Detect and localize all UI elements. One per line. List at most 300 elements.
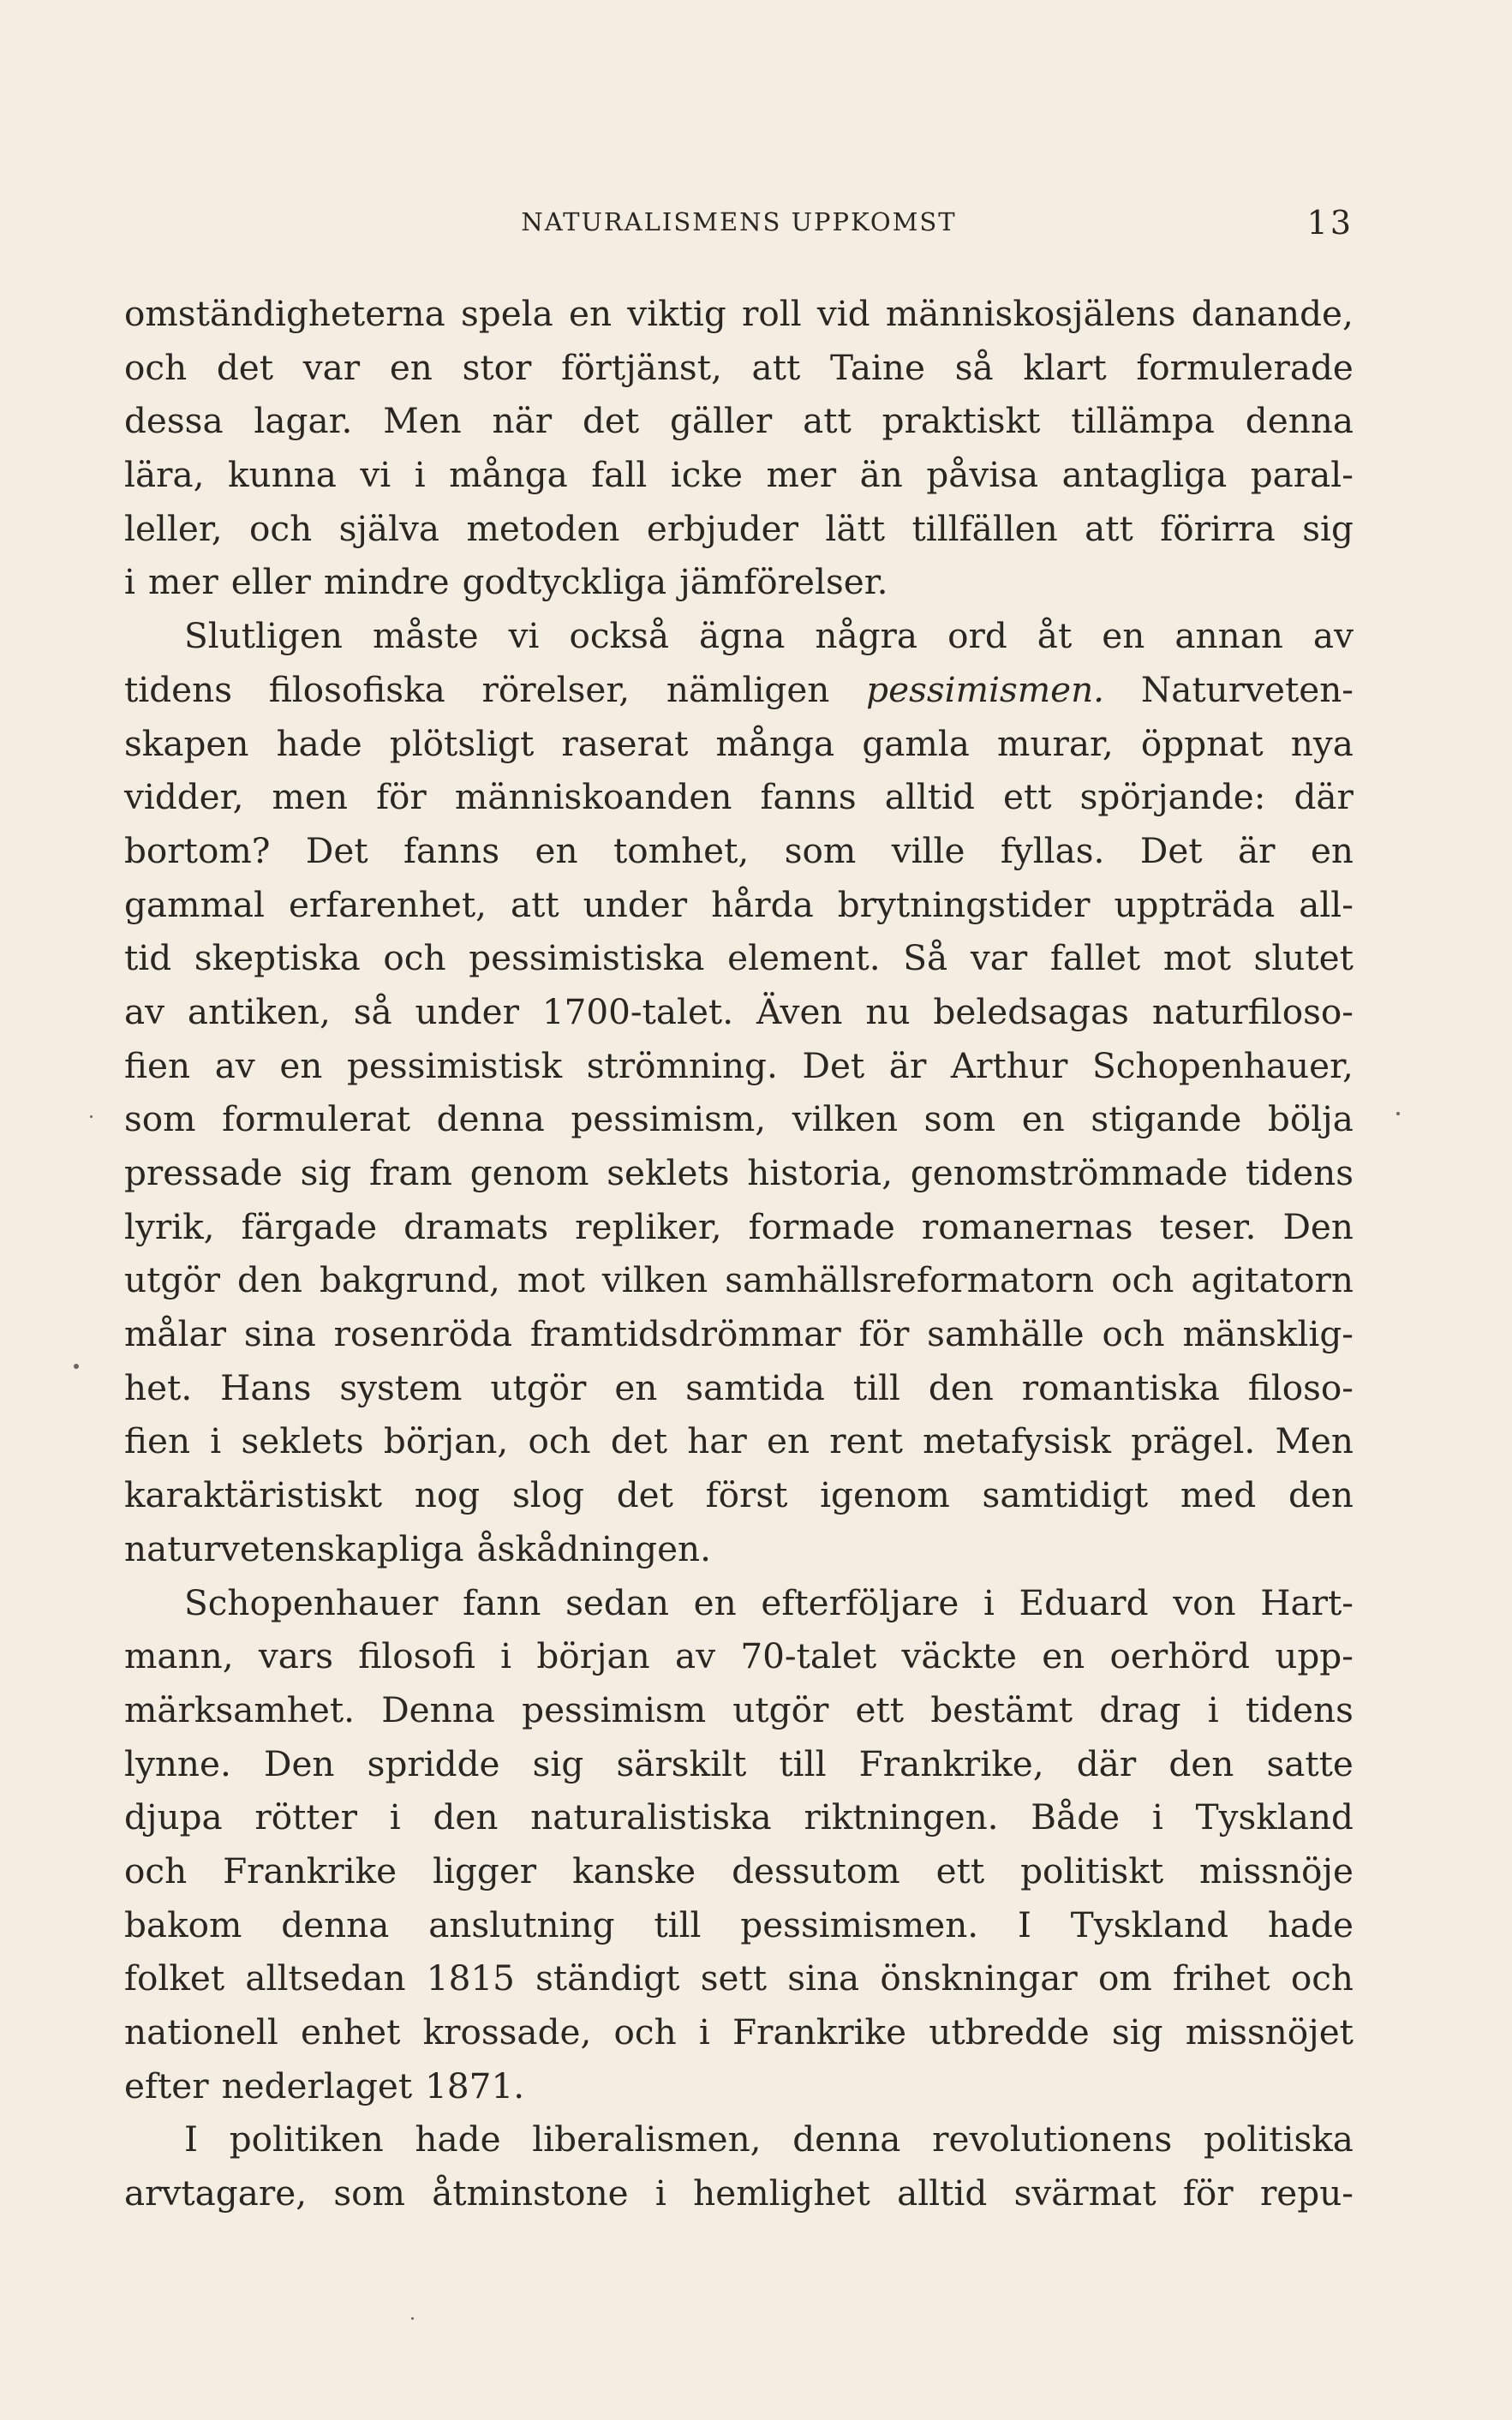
word: människosjälens — [885, 293, 1176, 334]
word: historia, — [747, 1152, 893, 1193]
word: vilken — [792, 1098, 899, 1140]
word: raserat — [561, 722, 689, 764]
word: Schopenhauer, — [1091, 1044, 1354, 1086]
word: rent — [829, 1420, 903, 1462]
word: påvisa — [926, 454, 1039, 496]
word: slog — [511, 1474, 584, 1516]
word: icke — [670, 454, 743, 496]
word: Slutligen — [184, 615, 343, 657]
word: att — [511, 883, 559, 925]
word: formade — [748, 1205, 895, 1247]
word: fien — [124, 1044, 191, 1086]
word: så — [353, 990, 392, 1032]
text-line — [124, 1039, 1354, 1093]
word: kunna — [227, 454, 337, 496]
word: tomhet, — [613, 829, 750, 871]
word: seklets — [241, 1420, 364, 1462]
word: i — [1207, 1688, 1219, 1730]
word: skeptiska — [194, 937, 361, 979]
word: själva — [338, 507, 440, 549]
word: beledsagas — [933, 990, 1129, 1032]
word: romantiska — [1021, 1366, 1220, 1408]
text-line — [124, 1844, 1354, 1898]
word: som — [124, 1098, 196, 1140]
word: upp- — [1275, 1635, 1354, 1677]
word: omständigheterna — [124, 293, 445, 334]
word: dessutom — [732, 1849, 900, 1891]
word: fien — [124, 1420, 191, 1462]
word: rötter — [254, 1796, 358, 1838]
word: denna — [792, 2118, 901, 2160]
word: ständigt — [535, 1957, 680, 1999]
word: filoso- — [1247, 1366, 1354, 1408]
word: färgade — [241, 1205, 378, 1247]
word: paral- — [1250, 454, 1354, 496]
word: Hart- — [1260, 1581, 1354, 1623]
text-line — [124, 1468, 1354, 1522]
word: åskådningen. — [476, 1527, 712, 1569]
word: all- — [1299, 883, 1354, 925]
word: början — [536, 1635, 650, 1677]
text-line — [124, 2005, 1354, 2059]
word: öppnat — [1140, 722, 1264, 764]
text-line — [124, 394, 1354, 448]
word: mann, — [124, 1635, 234, 1677]
text-line — [124, 1092, 1354, 1146]
word: en — [535, 829, 578, 871]
word: ett — [855, 1688, 905, 1730]
word: ville — [891, 829, 965, 871]
word: naturvetenskapliga — [124, 1527, 464, 1569]
word: antiken, — [187, 990, 331, 1032]
word: gammal — [124, 883, 265, 925]
word: vid — [816, 293, 870, 334]
word: politiska — [1204, 2118, 1354, 2160]
word: också — [569, 615, 670, 657]
text-line — [124, 1361, 1354, 1415]
word: metafysisk — [923, 1420, 1111, 1462]
word: system — [339, 1366, 463, 1408]
word: riktningen. — [804, 1796, 999, 1838]
word: av — [214, 1044, 255, 1086]
word: Tyskland — [1195, 1796, 1354, 1838]
word: spela — [460, 293, 553, 334]
word: gäller — [669, 400, 773, 442]
word: ägna — [699, 615, 786, 657]
word: i — [389, 1796, 401, 1838]
word: samtidigt — [982, 1474, 1149, 1516]
text-line — [124, 1737, 1354, 1791]
word: med — [1180, 1474, 1257, 1516]
text-line — [124, 717, 1354, 771]
word: om — [1097, 1957, 1152, 1999]
text-line — [124, 1790, 1354, 1844]
word: 1700-talet. — [541, 990, 734, 1032]
word: fanns — [760, 776, 857, 818]
word: annan — [1174, 615, 1283, 657]
word: ord — [947, 615, 1007, 657]
text-line — [124, 287, 1354, 341]
word: liberalismen, — [532, 2118, 762, 2160]
word: att — [751, 346, 801, 388]
text-line — [124, 1683, 1354, 1737]
word: mer — [147, 561, 218, 603]
word: i — [500, 1635, 512, 1677]
word: nya — [1290, 722, 1354, 764]
word: i — [1151, 1796, 1163, 1838]
word: oerhörd — [1109, 1635, 1251, 1677]
word: pessimism, — [571, 1098, 767, 1140]
word: romanernas — [921, 1205, 1133, 1247]
word: leller, — [124, 507, 223, 549]
word: lätt — [825, 507, 886, 549]
word: vilken — [601, 1259, 708, 1301]
word: bestämt — [930, 1688, 1073, 1730]
margin-speck — [74, 1364, 79, 1369]
word: Denna — [381, 1688, 495, 1730]
word: I — [184, 2118, 198, 2160]
word: Även — [756, 990, 843, 1032]
word: pessimismen. — [866, 668, 1105, 710]
word: nationell — [124, 2011, 278, 2053]
word: Frankrike — [223, 1849, 397, 1891]
word: het. — [124, 1366, 193, 1408]
word: samtida — [685, 1366, 825, 1408]
word: sina — [787, 1957, 860, 1999]
word: är — [1238, 829, 1276, 871]
word: arvtagare, — [124, 2172, 308, 2214]
word: åt — [1037, 615, 1073, 657]
running-title: NATURALISMENS UPPKOMST — [521, 207, 957, 236]
word: denna — [1245, 400, 1354, 442]
word: i — [654, 2172, 666, 2214]
word: Det — [1139, 829, 1203, 871]
word: igenom — [820, 1474, 950, 1516]
text-line — [124, 1951, 1354, 2005]
word: sig — [300, 1152, 352, 1193]
word: en — [568, 293, 613, 334]
word: 1871. — [425, 2064, 525, 2106]
word: sina — [243, 1313, 316, 1355]
word: lyrik, — [124, 1205, 215, 1247]
word: av — [675, 1635, 716, 1677]
word: måste — [372, 615, 479, 657]
word: Taine — [829, 346, 925, 388]
word: denna — [436, 1098, 545, 1140]
word: än — [859, 454, 903, 496]
word: alltid — [897, 2172, 988, 2214]
word: teser. — [1159, 1205, 1257, 1247]
word: fallet — [1049, 937, 1141, 979]
word: dessa — [124, 400, 224, 442]
word: den — [433, 1796, 499, 1838]
text-line — [124, 502, 1354, 556]
text-line — [124, 2166, 1354, 2220]
word: en — [1310, 829, 1354, 871]
word: von — [1173, 1581, 1236, 1623]
word: att — [1085, 507, 1133, 549]
word: först — [705, 1474, 788, 1516]
word: agitatorn — [1191, 1259, 1354, 1301]
word: Både — [1031, 1796, 1121, 1838]
word: för — [858, 1313, 910, 1355]
word: antagliga — [1061, 454, 1228, 496]
word: för — [376, 776, 427, 818]
word: en — [389, 346, 433, 388]
word: var — [970, 937, 1028, 979]
word: i — [210, 1420, 222, 1462]
word: plötsligt — [389, 722, 535, 764]
word: fall — [591, 454, 648, 496]
text-line — [124, 1414, 1354, 1468]
word: praktiskt — [882, 400, 1041, 442]
word: missnöjet — [1185, 2011, 1354, 2053]
word: naturalistiska — [530, 1796, 772, 1838]
word: klart — [1023, 346, 1107, 388]
word: samhälle — [927, 1313, 1085, 1355]
word: den — [237, 1259, 302, 1301]
word: drag — [1099, 1688, 1181, 1730]
word: fram — [369, 1152, 452, 1193]
word: brytningstider — [837, 883, 1091, 925]
text-line — [124, 663, 1354, 717]
word: förirra — [1160, 507, 1276, 549]
word: genom — [469, 1152, 589, 1193]
word: Men — [383, 400, 462, 442]
word: missnöje — [1199, 1849, 1354, 1891]
text-line — [124, 555, 1354, 609]
word: bakgrund, — [319, 1259, 500, 1301]
word: sig — [1302, 507, 1354, 549]
word: till — [852, 1366, 900, 1408]
word: utgör — [490, 1366, 587, 1408]
word: i — [698, 2011, 710, 2053]
text-line — [124, 770, 1354, 824]
word: filosofiska — [268, 668, 445, 710]
text-line — [124, 2059, 1354, 2113]
word: under — [583, 883, 688, 925]
text-line — [124, 931, 1354, 985]
word: mot — [517, 1259, 585, 1301]
word: tid — [124, 937, 172, 979]
word: lynne. — [124, 1742, 231, 1784]
word: där — [1076, 1742, 1137, 1784]
word: filosofi — [358, 1635, 475, 1677]
word: hade — [276, 722, 362, 764]
word: mer — [766, 454, 837, 496]
word: stigande — [1091, 1098, 1242, 1140]
word: vars — [258, 1635, 334, 1677]
word: och — [1102, 1313, 1165, 1355]
word: nederlaget — [221, 2064, 413, 2106]
text-line — [124, 1898, 1354, 1952]
word: och — [613, 2011, 677, 2053]
word: murar, — [997, 722, 1114, 764]
word: alltsedan — [245, 1957, 406, 1999]
text-line — [124, 609, 1354, 663]
word: seklets — [607, 1152, 730, 1193]
word: för — [1182, 2172, 1234, 2214]
word: denna — [281, 1903, 390, 1945]
word: vi — [508, 615, 540, 657]
word: Schopenhauer — [184, 1581, 439, 1623]
word: 1815 — [426, 1957, 515, 1999]
word: en — [1042, 1635, 1085, 1677]
word: krossade, — [422, 2011, 592, 2053]
word: där — [1294, 776, 1354, 818]
word: i — [124, 561, 135, 603]
running-head — [124, 204, 1354, 247]
word: 70-talet — [740, 1635, 877, 1677]
word: och — [249, 507, 313, 549]
word: åtminstone — [432, 2172, 629, 2214]
word: en — [693, 1581, 737, 1623]
text-line — [124, 448, 1354, 502]
word: den — [928, 1366, 994, 1408]
text-line — [124, 824, 1354, 878]
word: revolutionens — [932, 2118, 1173, 2160]
word: Eduard — [1019, 1581, 1149, 1623]
word: och — [124, 1849, 188, 1891]
word: efter — [124, 2064, 209, 2106]
word: jämförelser. — [679, 561, 888, 603]
word: har — [687, 1420, 747, 1462]
word: Den — [1282, 1205, 1354, 1247]
text-line — [124, 1146, 1354, 1200]
word: tillämpa — [1071, 400, 1215, 442]
word: vidder, — [124, 776, 244, 818]
word: som — [333, 2172, 405, 2214]
word: spörjande: — [1079, 776, 1266, 818]
word: nämligen — [666, 668, 830, 710]
word: Det — [305, 829, 368, 871]
word: pessimism — [522, 1688, 707, 1730]
word: sig — [1111, 2011, 1163, 2053]
word: mindre — [323, 561, 450, 603]
word: mot — [1162, 937, 1231, 979]
word: Hans — [220, 1366, 312, 1408]
word: svärmat — [1013, 2172, 1156, 2214]
word: I — [1017, 1903, 1031, 1945]
word: människoanden — [454, 776, 732, 818]
text-line — [124, 2112, 1354, 2166]
text-line — [124, 1576, 1354, 1630]
word: element. — [727, 937, 881, 979]
text-line — [124, 1253, 1354, 1307]
word: hade — [1267, 1903, 1354, 1945]
margin-speck — [90, 1115, 93, 1118]
word: vi — [360, 454, 391, 496]
word: många — [715, 722, 835, 764]
word: djupa — [124, 1796, 223, 1838]
word: skapen — [124, 722, 249, 764]
word: enhet — [301, 2011, 401, 2053]
word: av — [124, 990, 165, 1032]
word: spridde — [367, 1742, 500, 1784]
word: den — [1168, 1742, 1234, 1784]
word: satte — [1266, 1742, 1354, 1784]
word: hade — [415, 2118, 501, 2160]
word: pessimismen. — [740, 1903, 979, 1945]
text-line — [124, 1200, 1354, 1254]
word: prägel. — [1131, 1420, 1256, 1462]
word: politiken — [229, 2118, 384, 2160]
word: kanske — [572, 1849, 696, 1891]
word: märksamhet. — [124, 1688, 355, 1730]
word: danande, — [1191, 293, 1354, 334]
word: och — [124, 346, 188, 388]
word: erfarenhet, — [288, 883, 487, 925]
word: pessimistiska — [469, 937, 705, 979]
text-line — [124, 985, 1354, 1039]
word: det — [616, 1474, 673, 1516]
word: slutet — [1253, 937, 1354, 979]
word: viktig — [627, 293, 726, 334]
word: Tyskland — [1070, 1903, 1229, 1945]
word: lagar. — [254, 400, 353, 442]
word: Den — [263, 1742, 335, 1784]
word: gamla — [862, 722, 970, 764]
word: rörelser, — [481, 668, 630, 710]
page-number: 13 — [1306, 204, 1354, 242]
word: ligger — [433, 1849, 537, 1891]
word: hårda — [711, 883, 814, 925]
word: utbredde — [929, 2011, 1090, 2053]
word: bortom? — [124, 829, 271, 871]
word: det — [216, 346, 274, 388]
word: det — [610, 1420, 667, 1462]
word: nu — [865, 990, 911, 1032]
word: efterföljare — [761, 1581, 959, 1623]
word: anslutning — [428, 1903, 615, 1945]
text-line — [124, 1629, 1354, 1683]
word: under — [415, 990, 519, 1032]
word: tillfällen — [911, 507, 1058, 549]
word: en — [279, 1044, 323, 1086]
word: metoden — [466, 507, 620, 549]
word: som — [784, 829, 857, 871]
word: frihet — [1172, 1957, 1270, 1999]
word: när — [492, 400, 553, 442]
word: många — [449, 454, 568, 496]
word: godtyckliga — [462, 561, 667, 603]
text-line — [124, 1307, 1354, 1361]
word: som — [923, 1098, 996, 1140]
word: förtjänst, — [561, 346, 722, 388]
word: genomströmmade — [910, 1152, 1228, 1193]
word: en — [1021, 1098, 1065, 1140]
word: sig — [532, 1742, 584, 1784]
word: önskningar — [880, 1957, 1078, 1999]
word: ett — [1003, 776, 1052, 818]
word: fanns — [403, 829, 500, 871]
word: målar — [124, 1313, 227, 1355]
word: Så — [903, 937, 948, 979]
word: tidens — [1245, 1152, 1354, 1193]
word: och — [383, 937, 446, 979]
text-line — [124, 1522, 1354, 1576]
word: och — [528, 1420, 591, 1462]
word: strömning. — [586, 1044, 778, 1086]
word: Frankrike, — [858, 1742, 1044, 1784]
word: bakom — [124, 1903, 242, 1945]
word: uppträda — [1114, 883, 1276, 925]
word: bölja — [1267, 1098, 1354, 1140]
word: pessimistisk — [347, 1044, 563, 1086]
word: lära, — [124, 454, 205, 496]
word: och — [1290, 1957, 1354, 1999]
word: hemlighet — [693, 2172, 870, 2214]
